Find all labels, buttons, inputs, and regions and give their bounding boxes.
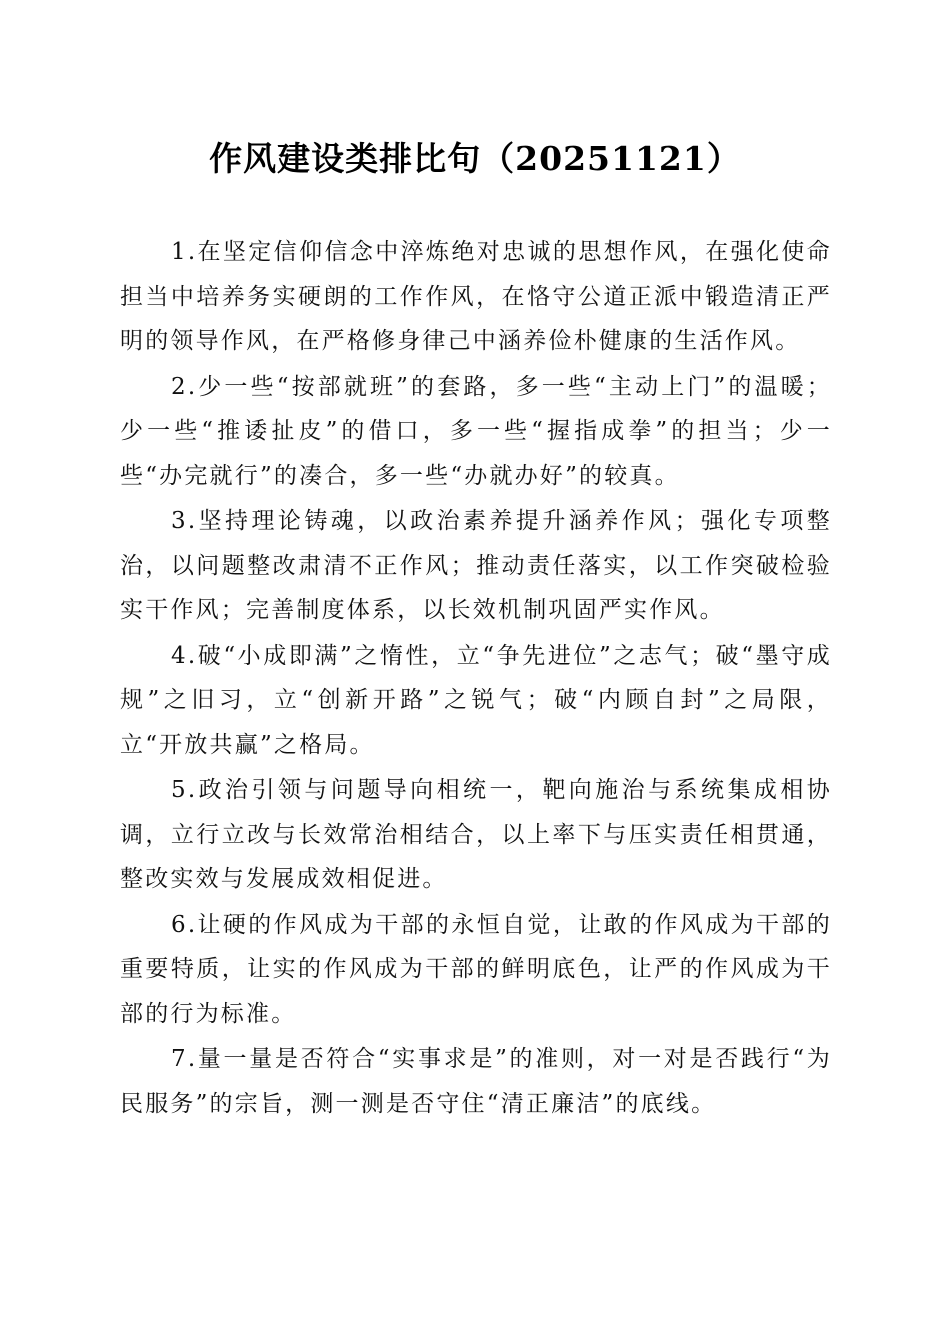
paragraph-2: 2.少一些“按部就班”的套路，多一些“主动上门”的温暖；少一些“推诿扯皮”的借口，多一些“握指成拳”的担当；少一些“办完就行”的凑合，多一些“办就办好”的较真。 [120, 373, 832, 489]
paragraph-3: 3.坚持理论铸魂，以政治素养提升涵养作风；强化专项整治，以问题整改肃清不正作风；推动责任落实，以工作突破检验实干作风；完善制度体系，以长效机制巩固严实作风。 [120, 508, 832, 623]
paragraph-1: 1.在坚定信仰信念中淬炼绝对忠诚的思想作风，在强化使命担当中培养务实硬朗的工作作风，在恪守公道正派中锻造清正严明的领导作风，在严格修身律己中涵养俭朴健康的生活作风。 [120, 239, 832, 354]
paragraph-5: 5.政治引领与问题导向相统一，靶向施治与系统集成相协调，立行立改与长效常治相结合，以上率下与压实责任相贯通，整改实效与发展成效相促进。 [120, 777, 832, 892]
paragraph-4: 4.破“小成即满”之惰性，立“争先进位”之志气；破“墨守成规”之旧习，立“创新开路”之锐气；破“内顾自封”之局限，立“开放共赢”之格局。 [120, 642, 832, 758]
paragraph-7: 7.量一量是否符合“实事求是”的准则，对一对是否践行“为民服务”的宗旨，测一测是否守住“清正廉洁”的底线。 [120, 1046, 832, 1117]
document-body [120, 230, 832, 1127]
paragraph-6: 6.让硬的作风成为干部的永恒自觉，让敢的作风成为干部的重要特质，让实的作风成为干部的鲜明底色，让严的作风成为干部的行为标准。 [120, 911, 832, 1027]
document-title: 作风建设类排比句（20251121） [209, 139, 741, 178]
